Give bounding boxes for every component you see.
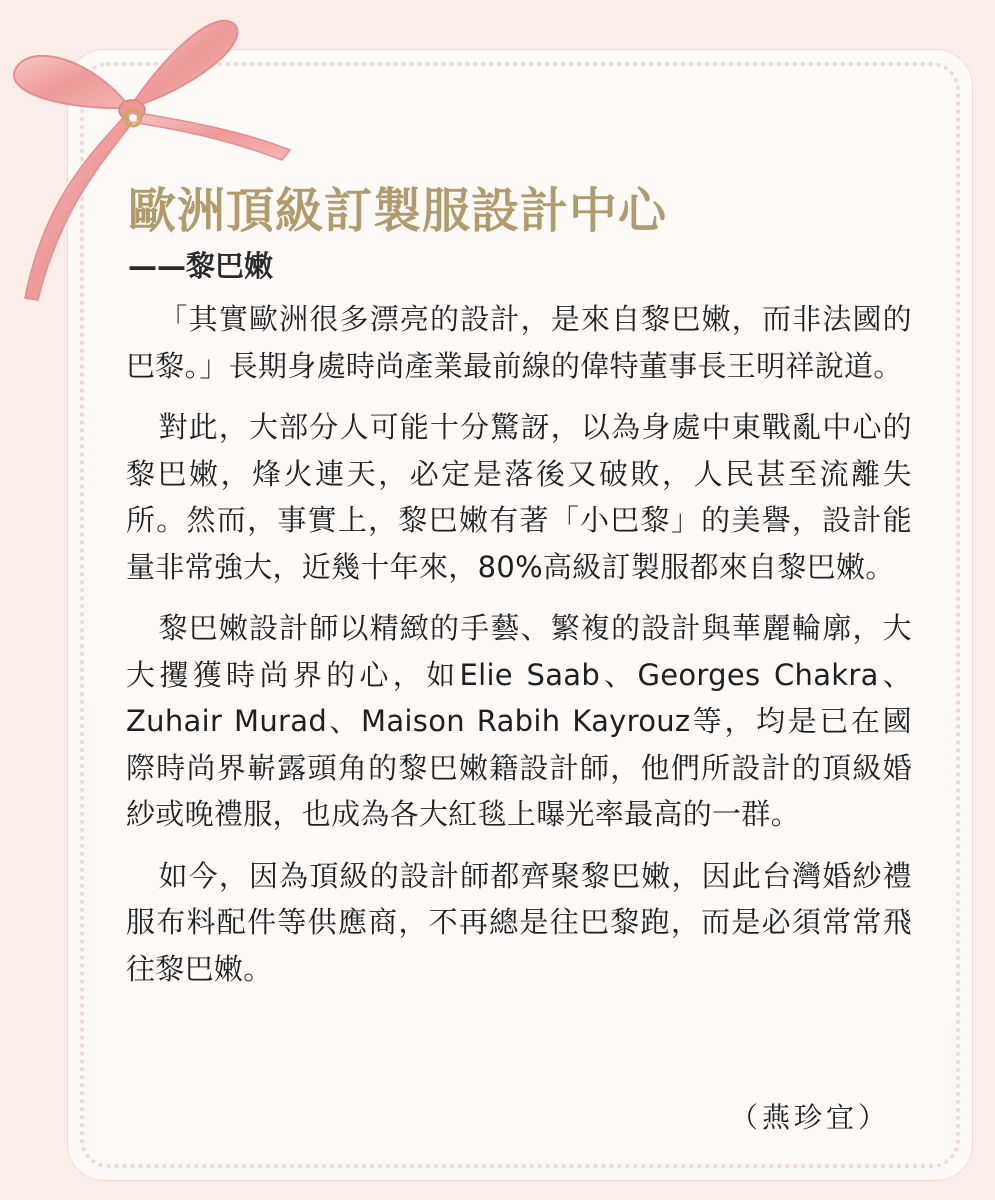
paragraph-2: 對此，大部分人可能十分驚訝，以為身處中東戰亂中心的黎巴嫩，烽火連天，必定是落後又破敗，人民甚至流離失所。然而，事實上，黎巴嫩有著「小巴黎」的美譽，設計能量非常強大，近幾十年來，80%高級訂製服都來自黎巴嫩。 bbox=[126, 410, 912, 584]
article-body bbox=[126, 296, 912, 1007]
paragraph-3: 黎巴嫩設計師以精緻的手藝、繁複的設計與華麗輪廓，大大攫獲時尚界的心，如Elie Saab、Georges Chakra、Zuhair Murad、Maison Rabih Kayrouz等，均是已在國際時尚界嶄露頭角的黎巴嫩籍設計師，他們所設計的頂級婚紗或晚禮服，也成為各大紅毯上曝光率最高的一群。 bbox=[126, 611, 912, 831]
article-title: 歐洲頂級訂製服設計中心 bbox=[128, 183, 668, 239]
paragraph-4: 如今，因為頂級的設計師都齊聚黎巴嫩，因此台灣婚紗禮服布料配件等供應商，不再總是往巴黎跑，而是必須常常飛往黎巴嫩。 bbox=[126, 858, 912, 986]
paragraph-1: 「其實歐洲很多漂亮的設計，是來自黎巴嫩，而非法國的巴黎。」長期身處時尚產業最前線的偉特董事長王明祥說道。 bbox=[126, 302, 912, 383]
article-subtitle: ——黎巴嫩 bbox=[128, 249, 274, 283]
author-byline: （燕珍宜） bbox=[729, 1101, 890, 1134]
